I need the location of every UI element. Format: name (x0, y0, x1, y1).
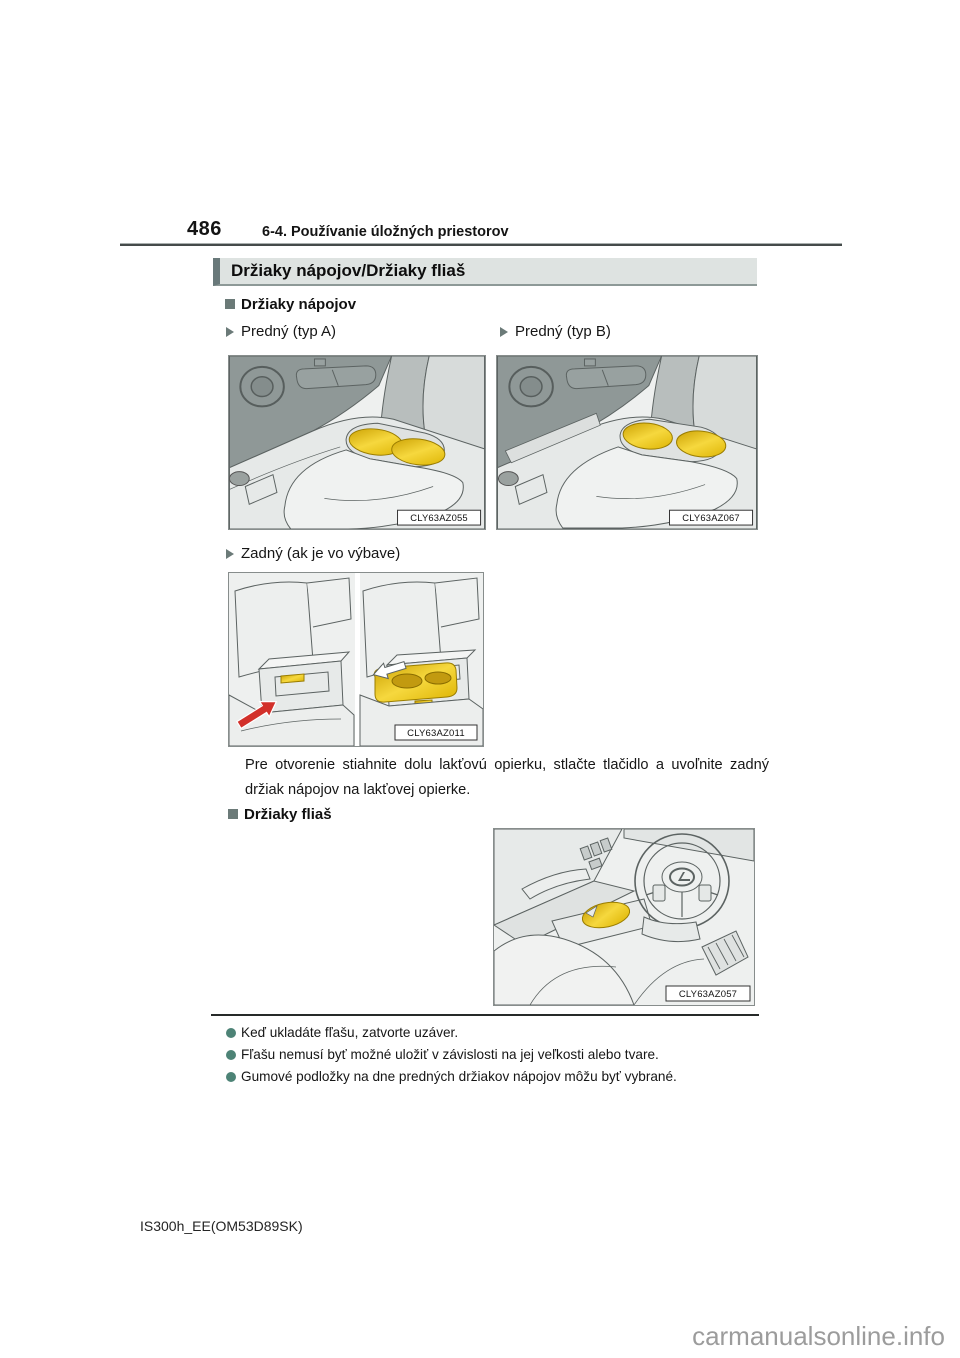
document-code: IS300h_EE(OM53D89SK) (140, 1218, 303, 1234)
rear-cup-holder-illustration (229, 573, 483, 746)
figure-bottle-holder (493, 828, 755, 1006)
rear-instruction-text: Pre otvorenie stiahnite dolu lakťovú opierku, stlačte tlačidlo a uvoľnite zadný držiak nápojov na lakťovej opierke. (245, 757, 769, 798)
bottle-holder-illustration (494, 829, 754, 1005)
note-bullet-icon (226, 1050, 236, 1060)
figure-code-label: CLY63AZ055 (410, 512, 468, 524)
triangle-bullet-icon (226, 549, 234, 559)
notes-divider (211, 1014, 759, 1016)
figure-front-type-b (496, 355, 758, 530)
figure-rear (228, 572, 484, 747)
square-bullet-icon (228, 809, 238, 819)
section-title: Držiaky nápojov/Držiaky fliaš (231, 261, 466, 280)
figure-code-label: CLY63AZ057 (678, 989, 738, 1000)
note-item: Fľašu nemusí byť možné uložiť v závislosti na jej veľkosti alebo tvare. (226, 1046, 766, 1064)
note-bullet-icon (226, 1072, 236, 1082)
chapter-title: 6-4. Používanie úložných priestorov (262, 224, 509, 240)
figure-code-label: CLY63AZ067 (682, 512, 740, 524)
watermark-text: carmanualsonline.info (692, 1321, 945, 1351)
label-rear: Zadný (ak je vo výbave) (241, 545, 401, 562)
triangle-bullet-icon (226, 327, 234, 337)
note-bullet-icon (226, 1028, 236, 1038)
figure-code-label: CLY63AZ011 (407, 728, 465, 739)
figure-front-type-a (228, 355, 486, 530)
heading-bottle-holders: Držiaky fliaš (244, 806, 332, 823)
section-title-bar (213, 258, 757, 286)
label-front-type-a: Predný (typ A) (241, 323, 337, 340)
front-type-b-illustration (497, 356, 757, 529)
page-number: 486 (187, 218, 222, 240)
front-type-a-illustration (229, 356, 485, 529)
label-front-type-b: Predný (typ B) (515, 323, 611, 340)
note-item: Keď ukladáte fľašu, zatvorte uzáver. (226, 1024, 766, 1042)
triangle-bullet-icon (500, 327, 508, 337)
note-item: Gumové podložky na dne predných držiakov nápojov môžu byť vybrané. (226, 1068, 766, 1086)
header-divider (120, 243, 842, 246)
heading-cup-holders: Držiaky nápojov (241, 296, 357, 313)
square-bullet-icon (225, 299, 235, 309)
